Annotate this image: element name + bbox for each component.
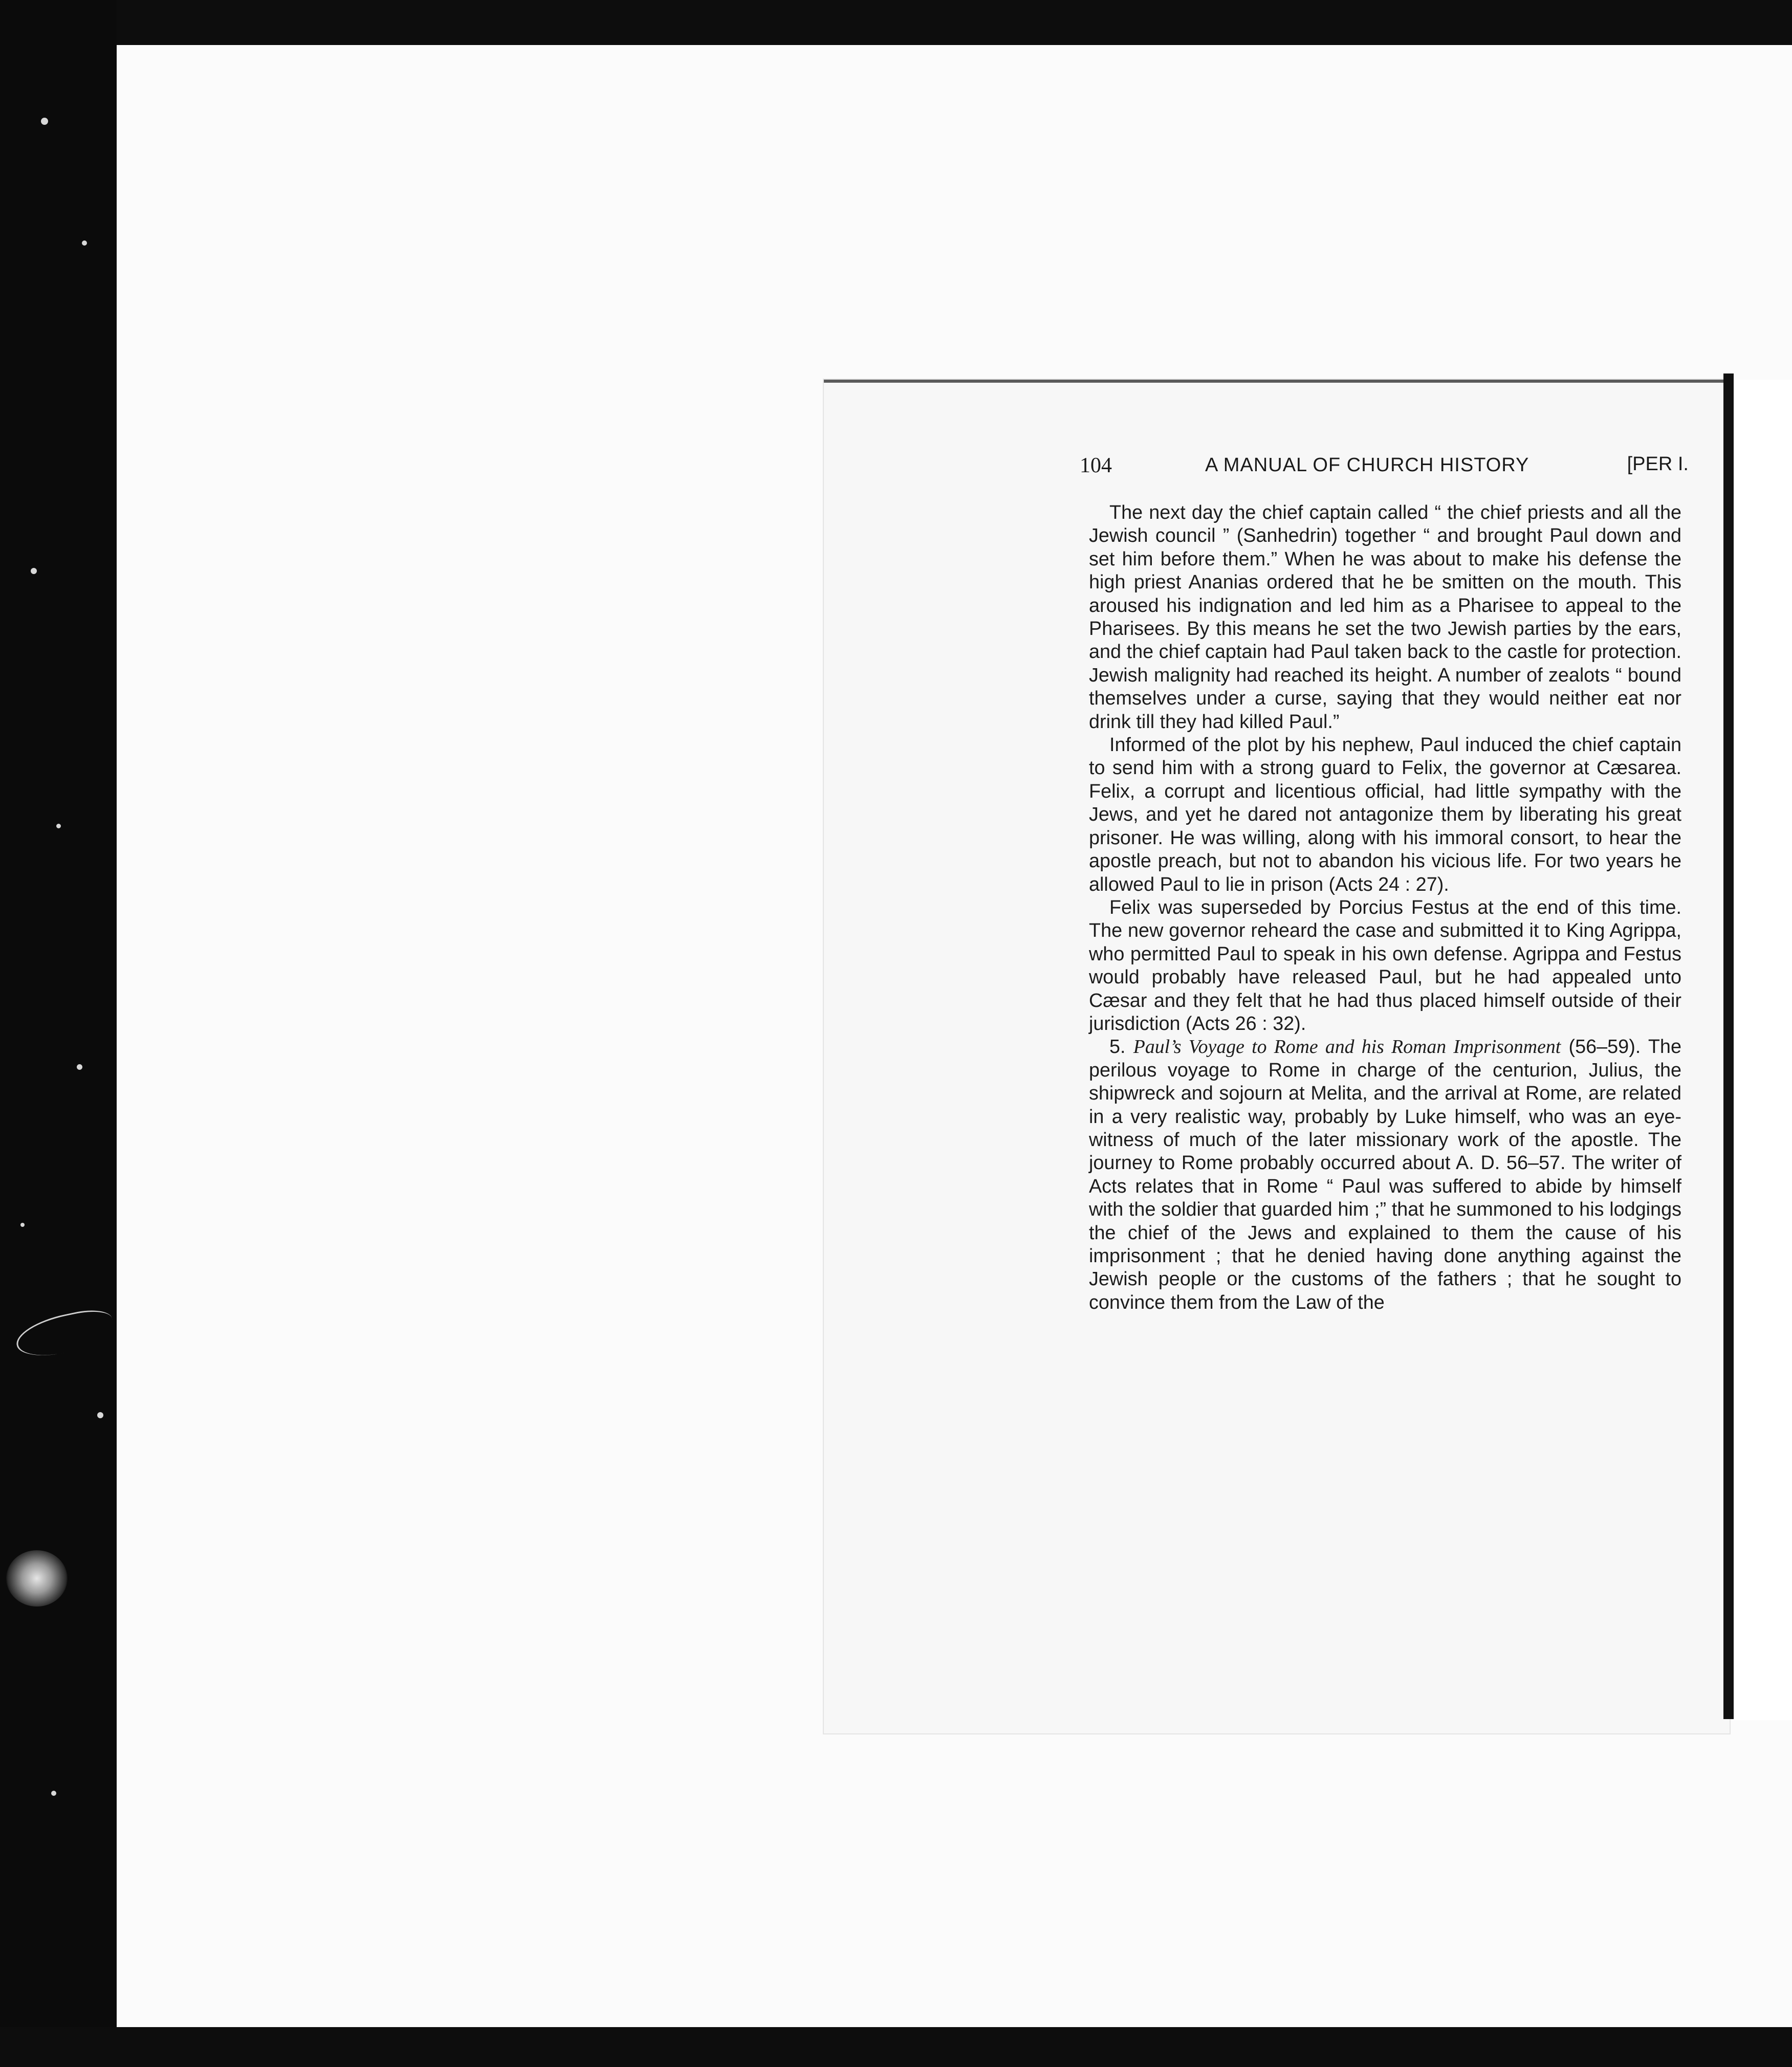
dust-speck: [82, 240, 87, 246]
paragraph: Informed of the plot by his nephew, Paul induced the chief captain to send him with a strong guard to Felix, the governor at Cæsarea. Felix, a corrupt and licentious official, had little sympathy with the Jews, and yet he dared not antagonize them by liberating his great prisoner. He was willing, along with his immoral consort, to hear the apostle preach, but not to abandon his vicious life. For two years he allowed Paul to lie in prison (Acts 24 : 27).: [1089, 734, 1681, 895]
dust-speck: [77, 1064, 82, 1070]
dust-speck: [41, 118, 48, 125]
page-number: 104: [1080, 454, 1112, 477]
scan-border-left: [0, 0, 117, 2067]
scan-border-bottom: [0, 2027, 1792, 2067]
dust-speck: [20, 1223, 25, 1227]
dust-speck: [31, 568, 37, 574]
running-head: [1080, 450, 1689, 481]
scan-border-top: [0, 0, 1792, 45]
section-mark: [PER I.: [1627, 453, 1689, 475]
section-heading: Paul’s Voyage to Rome and his Roman Imprisonment: [1133, 1036, 1561, 1058]
dust-speck: [56, 824, 61, 828]
section-number: 5.: [1109, 1036, 1126, 1058]
dust-speck: [97, 1412, 103, 1418]
paragraph: The next day the chief captain called “ the chief priests and all the Jewish council ” (Sanhedrin) together “ and brought Paul down and set him before them.” When he was about to make his defense the high priest Ananias ordered that he be smitten on the mouth. This aroused his indignation and led him as a Pharisee to appeal to the Pharisees. By this means he set the two Jewish parties by the ears, and the chief captain had Paul taken back to the castle for protection. Jewish malignity had reached its height. A number of zealots “ bound themselves under a curse, saying that they would neither eat nor drink till they had killed Paul.”: [1089, 502, 1681, 733]
dust-speck: [51, 1791, 56, 1796]
section-text: (56–59). The perilous voyage to Rome in charge of the centurion, Julius, the shipwreck and sojourn at Melita, and the arrival at Rome, are related in a very realistic way, probably by Luke himself, who was an eye-witness of much of the later missionary work of the apostle. The journey to Rome probably occurred about A. D. 56–57. The writer of Acts relates that in Rome “ Paul was suffered to abide by himself with the soldier that guarded him ;” that he summoned to his lodgings the chief of the Jews and explained to them the cause of his imprisonment ; that he denied having done anything against the Jewish people or the customs of the fathers ; that he sought to convince them from the Law of the: [1089, 1036, 1681, 1313]
paragraph: Felix was superseded by Porcius Festus at the end of this time. The new governor reheard the case and submitted it to King Agrippa, who permitted Paul to speak in his own defense. Agrippa and Festus would probably have released Paul, but he had appealed unto Cæsar and they felt that he had thus placed himself outside of their jurisdiction (Acts 26 : 32).: [1089, 896, 1681, 1035]
page-margin-right: [1734, 380, 1792, 1720]
book-title: A MANUAL OF CHURCH HISTORY: [1205, 454, 1529, 476]
body-text: [1089, 501, 1681, 1314]
page-spine-edge: [1723, 373, 1734, 1719]
scan-stain: [6, 1550, 68, 1607]
section-paragraph: [1089, 1036, 1681, 1314]
